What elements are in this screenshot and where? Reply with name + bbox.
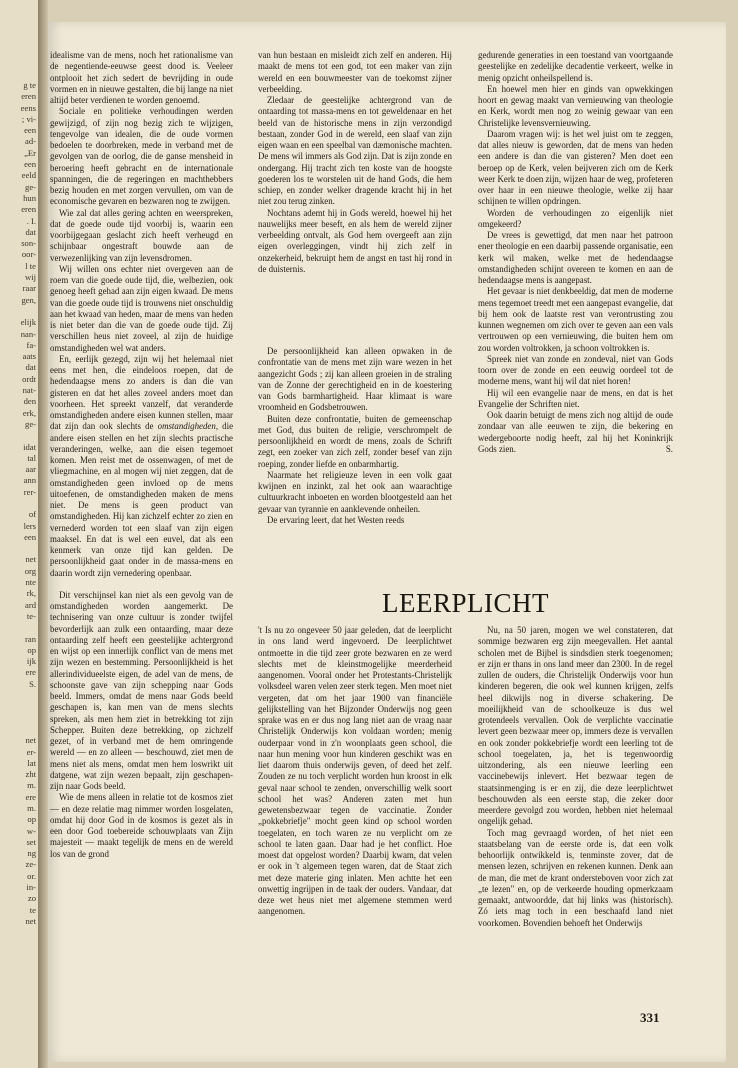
article-heading: LEERPLICHT (382, 588, 549, 618)
book-spine (38, 0, 48, 1068)
text-run: En, eerlijk gezegd, zijn wij het helemaal niet eens met hen, die eindeloos roepen, dat de hedendaagse mens zo anders is dan die van gisteren en dat het alles zoveel anders moet dan voorheen. Het spreekt vanzelf, dat veranderde omstandigheden andere eisen kunnen stellen, maar dat zijn dan ook slechts de (50, 353, 233, 432)
paragraph: Naarmate het religieuze leven in een volk gaat kwijnen en inzinkt, zal het ook aan waarachtige cultuurkracht inboeten en worden blootgesteld aan het gevaar van tyrannie en aanklevende onheilen. (258, 469, 452, 514)
text-run: , die andere eisen stellen en het zijn slechts practische veranderingen, welke, aan die eisen tegemoet komen. Men reist met de ossenwagen, of met de vliegmachine, en al mogen wij niet zeggen, dat de omstandigheden geen invloed op de mens uitoefenen, de omstandigheden maken de mens niet. De mens is geen product van omstandigheden. Hij kan zichzelf echter zo zien en vernederd worden tot een slaaf van zijn eigen maaksel. En dat is wel een euvel, dat als een kenmerk van onze tijd kan gelden. De persoonlijkheid gaat onder in de massa-mens en daarin wordt zijn vernedering openbaar. (50, 421, 234, 578)
paragraph: De persoonlijkheid kan alleen opwaken in de confrontatie van de mens met zijn ware wezen in het aangezicht Gods ; zij kan alleen groeien in de straling van de Zonne der gerechtigheid en in de koestering van Gods barmhartigheid. Haar klimaat is ware vroomheid en Godsbetrouwen. (258, 346, 452, 413)
emphasis: omstandigheden (157, 421, 216, 432)
paragraph: Wie de mens alleen in relatie tot de kosmos ziet — en deze relatie mag nimmer worden losgelaten, omdat hij door God in de kosmos is gezet als in een door God toebereide schouwplaats van Zijn majesteit — maakt tegelijk de mens en de wereld los van de grond (50, 792, 233, 859)
column-middle-top (258, 50, 452, 275)
paragraph: En hoewel men hier en ginds van opwekkingen hoort en gewag maakt van vernieuwing van theologie en Kerk, wordt men nog zo weinig gewaar van een Christelijke levensvernieuwing. (478, 83, 673, 128)
paragraph: Toch mag gevraagd worden, of het niet een staatsbelang van de eerste orde is, dat een volk behoorlijk ontwikkeld is, tenminste zover, dat de mensen lezen, schrijven en rekenen kunnen. Denk aan de man, die met de krant ondersteboven voor zich zat „te lezen" en, op de verkeerde houding opmerkzaam gemaakt, antwoordde, dat hij links was (historisch). Zó iets mag toch in een beschaafd land niet voorkomen. Bovendien behoeft het Onderwijs (478, 827, 673, 928)
leerplicht-column-right (478, 625, 673, 929)
adjacent-page-text: g te eren eens ; vi- een ad- „Er een eeld ge- hun eren . I. dat son- oor- l te wij raar gen, elijk nan- fa- aats dat ordt nat- den erk, ge- idat tal aar ann rer- of lers een net org nte rk, ard te- ran op ijk ere S. net er- lat zht m. ere m. op w- set ng ze- or. in- zo te net (20, 80, 36, 926)
paragraph: Worden de verhoudingen zo eigenlijk niet omgekeerd? (478, 207, 673, 229)
paragraph (478, 410, 673, 455)
paragraph: gedurende generaties in een toestand van voortgaande geestelijke en zedelijke decadentie verkeert, welke in menig opzicht onheilspellend is. (478, 50, 673, 83)
paragraph: Zledaar de geestelijke achtergrond van de ontaarding tot massa-mens en tot geweldenaar en het beeld van de historische mens in zijn verzondigd bestaan, zonder God in de wereld, een slaaf van zijn eigen waan en een speelbal van dæmonische machten. De mens wil immers als God zijn. Dat is zijn zonde en ondergang. Hij tracht zich ten koste van de hoogste goederen los te worstelen uit de hand Gods, die hem schiep, en zonder welker dragende kracht hij in het niet zou terug zinken. (258, 95, 452, 207)
column-left (50, 50, 233, 860)
paragraph: Wij willen ons echter niet overgeven aan de roem van die goede oude tijd, die, welbezien, ook genoeg heeft gehad aan zijn eigen kwaad. De mens van die goede oude tijd is trouwens niet onschuldig aan het kwaad van heden, maar de mens van heden is niet beter dan die van de goede oude tijd. Zij verschillen heus niet zoveel, al zijn de huidige omstandigheden wel wat anders. (50, 263, 233, 353)
author-signature: S. (665, 443, 673, 454)
page-number: 331 (640, 1010, 660, 1025)
paragraph: Het gevaar is niet denkbeeldig, dat men de moderne mens tegemoet treedt met een aangepast evangelie, dat bij hem ook de laatste rest van verontrusting zou kunnen wegnemen om zich over te geven aan een vals vertrouwen op een vernieuwing, die buiten hem om zou worden voltrokken, ja schoon voltrokken is. (478, 286, 673, 353)
column-right-top (478, 50, 673, 455)
paragraph: 't Is nu zo ongeveer 50 jaar geleden, dat de leerplicht in ons land werd ingevoerd. De leerplichtwet ontmoette in die tijd zeer grote bezwaren en ze werd slechts met de kleinstmogelijke meerderheid aangenomen. Vooral onder het Protestants-Christelijk volksdeel waren velen zeer sterk tegen. Men moet niet vergeten, dat om het jaar 1900 van financiële gelijkstelling van het Bijzonder Onderwijs nog geen sprake was en er dus nog lang niet aan de vraag naar Christelijk Onderwijs kon voldaan worden; menig ouderpaar vond in z'n woonplaats geen school, die naar hun mening voor hun kinderen geschikt was en liet daarom thuis onderwijs geven, of deed het zelf. Zouden ze nu toch verplicht worden hun kroost in elk geval naar school te zenden, onverschillig welk soort school het was? Anderen zaten met hun gewetensbezwaar tegen de vaccinatie. Zonder „pokkebriefje" mocht geen kind op school worden toegelaten, en toch waren ze nu verplicht om ze school te laten gaan. Daar had je het conflict. Hoe moest dat opgelost worden? Daarbij kwam, dat velen er ook in 't algemeen tegen waren, dat de Staat zich met deze materie ging inlaten. Men achtte het een onwettig ingrijpen in de taak der ouders. Vandaar, dat deze wet heus niet met algemene stemmen werd aangenomen. (258, 625, 452, 917)
paragraph: Hij wil een evangelie naar de mens, en dat is het Evangelie der Schriften niet. (478, 387, 673, 409)
paragraph: Nu, na 50 jaren, mogen we wel constateren, dat sommige bezwaren erg zijn meegevallen. Het aantal scholen met de Bijbel is sindsdien sterk toegenomen; er zijn er thans in ons land meer dan 2300. In de regel zullen de ouders, die Christelijk Onderwijs voor hun kinderen begeren, die ook wel kunnen krijgen, zelfs heel dikwijls nog in diverse schakering. De moeilijkheid van de schoolkeuze is dus wel grotendeels vervallen. Ook de verplichte vaccinatie levert geen bezwaar meer op, immers deze is vervallen en ook zonder pokkebriefje wordt een leerling tot de school toegelaten, ja, het is tegenwoordig uitzondering, als een nieuwe leerling een vaccinebewijs inlevert. Het bezwaar tegen de staatsinmenging is er en zij, die deze leerplichtwet beschouwden als een eerste stap, die zeker door meerdere gevolgd zou worden, hebben niet helemaal ongelijk gehad. (478, 625, 673, 827)
paragraph: Nochtans ademt hij in Gods wereld, hoewel hij het nauwelijks meer beseft, en als hem de wereld zijner verbeelding ontvalt, als God hem overgeeft aan zijn eigen overleggingen, vindt hij zich zelf in onzekerheid, bekruipt hem de angst en tast hij rond in de duisternis. (258, 207, 452, 274)
paragraph: Dit verschijnsel kan niet als een gevolg van de omstandigheden worden aangemerkt. De technisering van onze cultuur is zonder twijfel bevorderlijk aan zulk een ontaarding, maar deze ontaarding zelf heeft een geestelijke achtergrond en wijst op een innerlijk conflict van de mens met zijn wezen en bestemming. Persoonlijkheid is het allerindividueelste eigen, de adel van de mens, de schoonste gave van zijn schepping naar Gods beeld. Immers, omdat de mens naar Gods beeld geschapen is, kan men van de mens slechts spreken, als men hem ziet in betrekking tot zijn Schepper. Buiten deze betrekking, op zichzelf gezet, of in verband met de hem omringende wereld — en zo alleen — beschouwd, ziet men de mens niet als mens, omdat men hem loswrikt uit datgene, wat zijn wezen bepaalt, zijn geschapen-zijn naar Gods beeld. (50, 589, 233, 791)
paragraph: Wie zal dat alles gering achten en weerspreken, dat de goede oude tijd voorbij is, waarin een voorbijgegaan geslacht zich heeft verheugd en schijnbaar ongestraft bouwde aan de verwezenlijking van zijn levensdromen. (50, 207, 233, 263)
paragraph: Sociale en politieke verhoudingen werden gewijzigd, of zijn nog bezig zich te wijzigen, tengevolge van idealen, die de oude vormen bedoelen te doorbreken, mede in verband met de gevolgen van de oorlog, die de ganse mensheid in beroering heeft gebracht en de internationale spanningen, die de regeringen en machthebbers bezig houden en met zorgen vervullen, om van de economische gevaren en bezwaren nog te zwijgen. (50, 106, 233, 207)
paragraph: Buiten deze confrontatie, buiten de gemeenschap met God, dus buiten de religie, verschrompelt de persoonlijkheid en wordt de mens, zoals de Schrift zegt, een zoeker van zich zelf, zonder besef van zijn roeping, zonder liefde en onbarmhartig. (258, 413, 452, 469)
paragraph: Daarom vragen wij: is het wel juist om te zeggen, dat alles nieuw is geworden, dat de mens van heden een andere is dan die van gisteren? Men doet een beroep op de Kerk, velen beijveren zich om de Kerk weer Kerk te doen zijn, wijzen haar de weg, profeteren over haar in een nieuwe theologie, welke zij haar schijnen te willen opdringen. (478, 128, 673, 207)
paragraph: De vrees is gewettigd, dat men naar het patroon ener theologie en een daarbij passende organisatie, een kerk wil maken, welke met de hedendaagse omstandigheden schijnt overeen te komen en aan de hedendaagse mens is aangepast. (478, 230, 673, 285)
paragraph (50, 354, 233, 579)
leerplicht-column-middle (258, 625, 452, 918)
paragraph: idealisme van de mens, noch het rationalisme van de negentiende-eeuwse geest dood is. Veeleer ontplooit het zich sedert de bevrijding in oude vormen en in nieuwe gestalten, die bij lange na niet altijd beter verdienen te worden genoemd. (50, 50, 233, 105)
paragraph: De ervaring leert, dat het Westen reeds (267, 514, 405, 525)
paragraph: Spreek niet van zonde en zondeval, niet van Gods toorn over de zonde en een eeuwig oordeel tot de moderne mens, want hij wil dat niet horen! (478, 353, 673, 387)
column-middle-lower (258, 346, 452, 526)
paragraph: van hun bestaan en misleidt zich zelf en anderen. Hij maakt de mens tot een god, tot een maker van zijn wereld en een bouwmeester van de toekomst zijner verbeelding. (258, 50, 452, 94)
adjacent-page-edge (0, 0, 39, 1068)
text-run: Ook daarin betuigt de mens zich nog altijd de oude zondaar van alle eeuwen te zijn, die bekering en wedergeboorte nodig heeft, zal hij het Koninkrijk Gods zien. (478, 410, 673, 454)
